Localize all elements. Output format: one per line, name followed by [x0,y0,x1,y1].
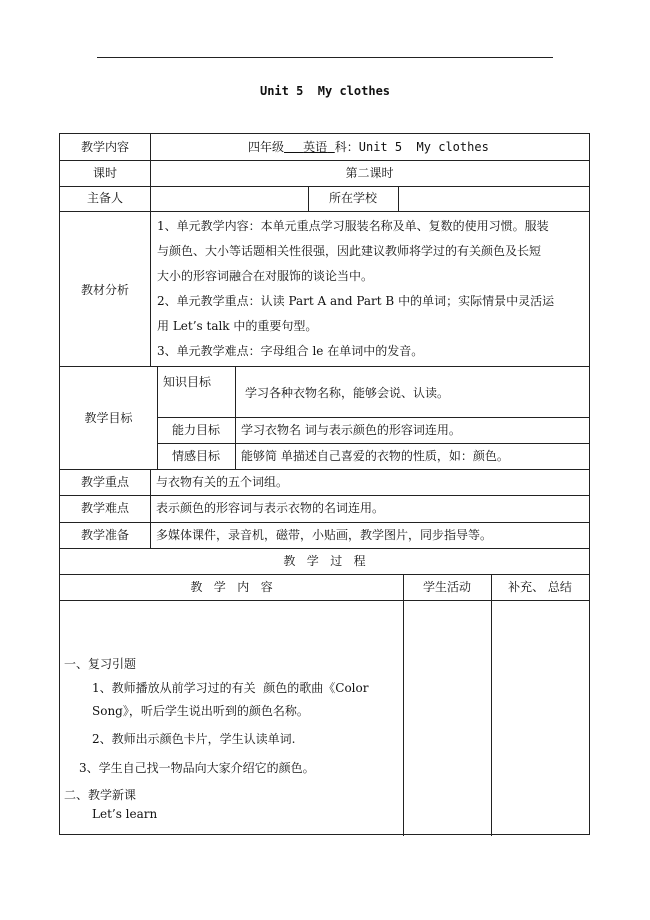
goal-label-ability: 能力目标 [171,423,220,437]
col-notes-header: 补充、 总结 [508,580,572,594]
content-value [248,139,489,155]
row-divider [60,548,589,549]
difficulties-value: 表示颜色的形容词与表示衣物的名词连用。 [156,501,385,515]
analysis-line: 1、单元教学内容：本单元重点学习服装名称及单、复数的使用习惯。服装 [157,219,549,233]
column-divider [491,574,492,836]
preparer-label: 主备人 [86,191,123,205]
lesson-label: 课时 [92,166,117,180]
col-content-header: 教 学 内 容 [190,580,273,594]
content-rest: 科：Unit 5 My clothes [334,140,489,154]
review-item-1-line-2: Song》，听后学生说出听到的颜色名称。 [92,704,309,718]
col-activity-header: 学生活动 [422,580,471,594]
keypoints-label: 教学重点 [80,475,129,489]
analysis-text [157,214,587,364]
goal-text-emotion: 能够简 单描述自己喜爱的衣物的性质，如：颜色。 [241,449,509,463]
column-divider [150,211,151,366]
goals-label: 教学目标 [84,411,133,425]
column-divider [235,417,236,469]
content-grade: 四年级 [248,140,285,154]
prep-value: 多媒体课件，录音机，磁带，小贴画，教学图片，同步指导等。 [156,528,493,542]
review-item-1-line-1: 1、教师播放从前学习过的有关 颜色的歌曲《Color [92,681,369,695]
difficulties-label: 教学难点 [80,501,129,515]
goal-text-knowledge: 学习各种衣物名称，能够会说、认读。 [245,386,450,400]
column-divider [403,574,404,836]
goal-label-knowledge: 知识目标 [163,375,212,389]
row-divider [60,495,589,496]
row-divider [60,469,589,470]
row-divider [60,366,589,367]
lets-learn: Let’s learn [92,807,158,821]
column-divider [150,134,151,160]
column-divider [150,469,151,548]
school-label: 所在学校 [328,191,377,205]
analysis-label: 教材分析 [80,283,129,297]
analysis-line: 用 Let’s talk 中的重要句型。 [157,319,318,333]
analysis-line: 与颜色、大小等话题相关性很强，因此建议教师将学过的有关颜色及长短 [157,244,542,258]
content-label: 教学内容 [80,140,129,154]
prep-label: 教学准备 [80,528,129,542]
document-title: Unit 5 My clothes [259,84,391,98]
column-divider [150,186,151,211]
row-divider [60,522,589,523]
analysis-line: 2、单元教学重点：认读 Part A and Part B 中的单词；实际情景中灵活运 [157,294,555,308]
row-divider [60,600,589,601]
row-divider [60,160,589,161]
header-rule [97,57,553,58]
goal-label-emotion: 情感目标 [171,449,220,463]
keypoints-value: 与衣物有关的五个词组。 [156,475,289,489]
review-item-3: 3、学生自己找一物品向大家介绍它的颜色。 [79,761,315,775]
analysis-line: 大小的形容词融合在对服饰的谈论当中。 [157,269,374,283]
column-divider [398,186,399,211]
grade-blank [284,140,303,154]
row-divider [60,574,589,575]
lesson-value: 第二课时 [345,166,394,180]
analysis-line: 3、单元教学难点：字母组合 le 在单词中的发音。 [157,344,424,358]
process-heading: 教 学 过 程 [283,554,366,568]
column-divider [235,366,236,417]
subject-blank [327,140,335,154]
row-divider [157,443,589,444]
lesson-plan-table [59,133,590,835]
content-subject: 英语 [303,140,328,154]
goal-text-ability: 学习衣物名 词与表示颜色的形容词连用。 [241,423,461,437]
row-divider [157,417,589,418]
section-new-lesson: 二、教学新课 [64,788,137,802]
row-divider [60,211,589,212]
section-review: 一、复习引题 [64,657,137,671]
row-divider [60,186,589,187]
review-item-2: 2、教师出示颜色卡片，学生认读单词. [92,732,296,746]
